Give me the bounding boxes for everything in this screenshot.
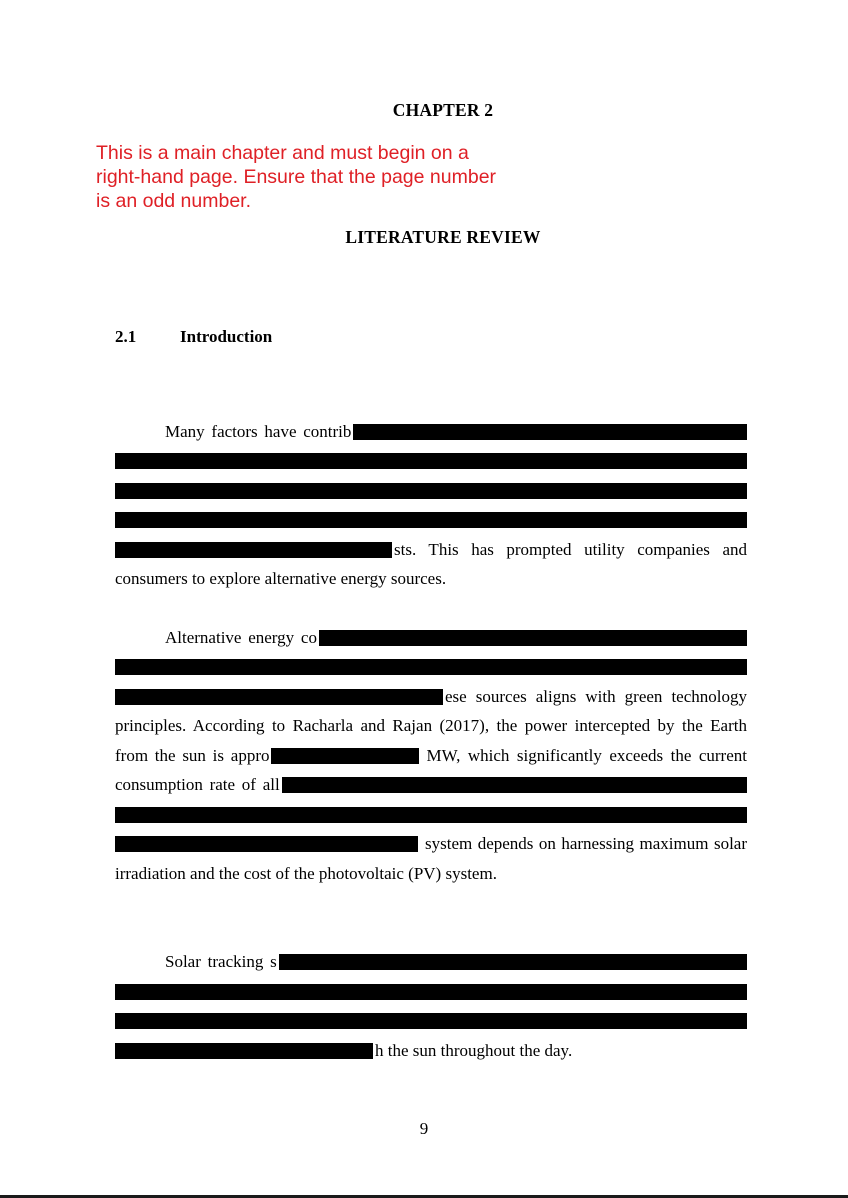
annotation-line: is an odd number.	[96, 190, 252, 212]
redaction-bar	[271, 748, 419, 764]
paragraph	[115, 623, 747, 889]
redaction-bar	[319, 630, 747, 646]
text-line	[115, 506, 747, 536]
text-line	[115, 948, 747, 978]
paragraph-text: consumption rate of all	[115, 775, 280, 795]
redaction-bar	[115, 807, 747, 823]
section-heading	[115, 326, 747, 348]
paragraph-text: Alternative energy co	[165, 627, 317, 647]
paragraph-text: Solar tracking s	[165, 952, 277, 972]
redaction-bar	[115, 689, 443, 705]
redaction-bar	[115, 542, 392, 558]
redaction-bar	[115, 1043, 373, 1059]
text-line	[115, 447, 747, 477]
text-line	[115, 653, 747, 683]
text-line	[115, 830, 747, 860]
redaction-bar	[115, 659, 747, 675]
text-line	[115, 859, 747, 889]
text-line	[115, 682, 747, 712]
text-line	[115, 623, 747, 653]
paragraph	[115, 948, 747, 1066]
paragraph	[115, 417, 747, 594]
redaction-bar	[282, 777, 747, 793]
redaction-bar	[353, 424, 747, 440]
paragraph-text: irradiation and the cost of the photovoltaic (PV) system.	[115, 863, 497, 883]
paragraph-text: h the sun throughout the day.	[375, 1040, 573, 1060]
paragraph-text: system depends on harnessing maximum solar	[425, 834, 747, 854]
text-line	[115, 476, 747, 506]
chapter-heading: CHAPTER 2	[392, 100, 494, 120]
annotation-line: This is a main chapter and must begin on a	[96, 142, 469, 164]
text-line	[115, 741, 747, 771]
text-line	[115, 417, 747, 447]
document-title: LITERATURE REVIEW	[345, 227, 541, 247]
text-line	[115, 1036, 747, 1066]
text-line	[115, 771, 747, 801]
section-label: Introduction	[180, 327, 273, 346]
redaction-bar	[115, 453, 747, 469]
paragraph-text: ese sources aligns with green technology	[445, 686, 747, 706]
text-line	[115, 977, 747, 1007]
redaction-bar	[279, 954, 747, 970]
redaction-bar	[115, 836, 418, 852]
paragraph-text: Many factors have contrib	[165, 421, 352, 441]
text-line	[115, 712, 747, 742]
section-number: 2.1	[115, 327, 137, 346]
paragraph-text: MW, which significantly exceeds the current	[426, 745, 747, 765]
text-line	[115, 565, 747, 595]
text-line	[115, 1007, 747, 1037]
paragraph-text: principles. According to Racharla and Rajan (2017), the power intercepted by the Earth	[115, 716, 747, 736]
margin-annotation	[96, 141, 747, 213]
paragraph-text: consumers to explore alternative energy sources.	[115, 569, 447, 589]
page-content	[96, 0, 747, 1066]
annotation-line: right-hand page. Ensure that the page number	[96, 166, 497, 188]
text-line	[115, 800, 747, 830]
redaction-bar	[115, 483, 747, 499]
redaction-bar	[115, 1013, 747, 1029]
redaction-bar	[115, 984, 747, 1000]
redaction-bar	[115, 512, 747, 528]
text-line	[115, 535, 747, 565]
paragraph-text: sts. This has prompted utility companies and	[394, 539, 747, 559]
page-number: 9	[419, 1119, 429, 1138]
paragraphs	[115, 417, 747, 1066]
paragraph-text: from the sun is appro	[115, 745, 270, 765]
